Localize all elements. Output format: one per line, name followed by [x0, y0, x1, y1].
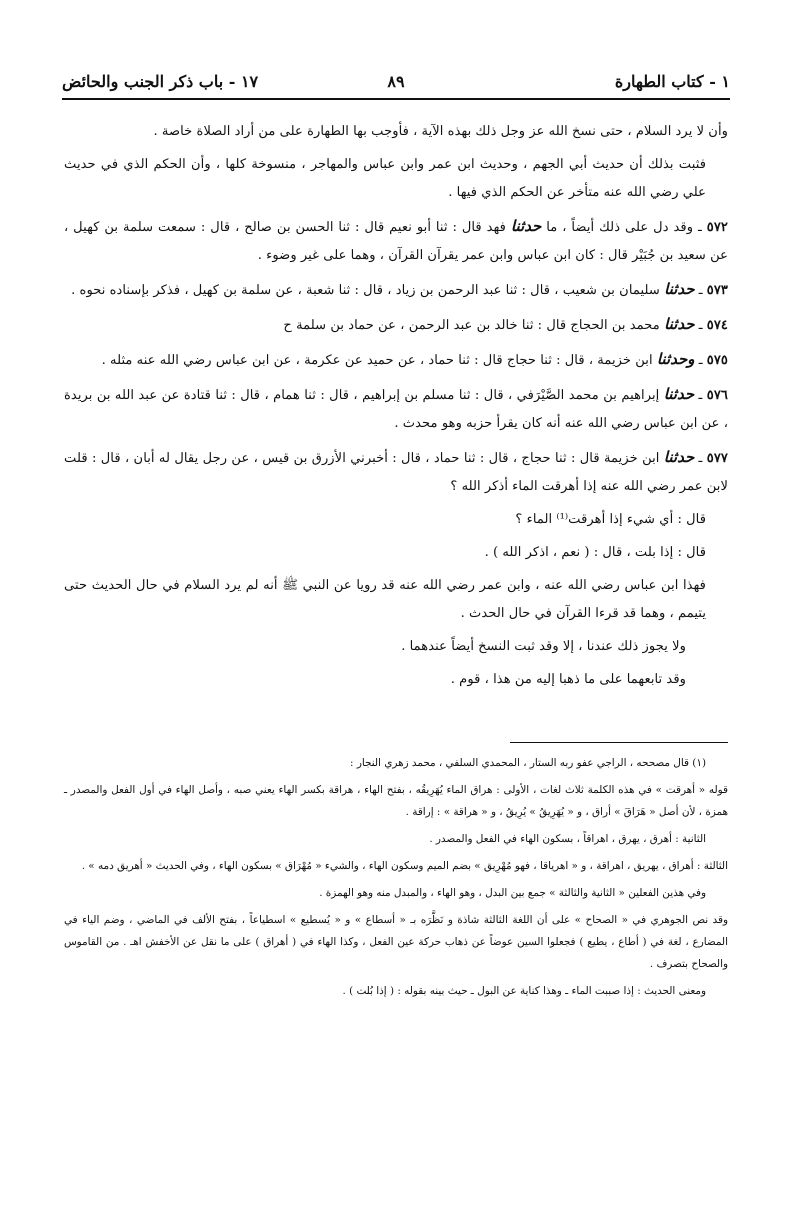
dialogue-line: قال : أي شيء إذا أهرقت⁽¹⁾ الماء ؟	[515, 512, 706, 527]
paragraph: وقد تابعهما على ما ذهبا إليه من هذا ، قوم .	[450, 672, 686, 687]
hadith-576: ٥٧٦ ـ حدثنا إبراهيم بن محمد الصَّيْرَفي ، قال : ثنا مسلم بن إبراهيم ، قال : ثنا همام ، قال : ثنا قتادة عن عبد الله بن بريدة ، عن ابن عباس رضي الله عنه أنه كان يقرأ حزبه وهو محدث .	[64, 385, 729, 431]
footnote: قوله « أهرقت » في هذه الكلمة ثلاث لغات ، الأولى : هراق الماء يُهَرِيقُه ، بفتح الهاء ، هراقة بكسر الهاء يعني صبه ، وأصل الهاء في أول الفعل والمصدر ـ همزة ، لأن أصل « هَرَاقَ » أراق ، و « يُهَرِيقُ » يُرِيقُ ، و « هراقة » : إراقة .	[64, 784, 728, 818]
running-header	[62, 64, 730, 98]
footnote: ومعنى الحديث : إذا صببت الماء ـ وهذا كناية عن البول ـ حيث بينه بقوله : ( إذا بُلت ) .	[342, 985, 706, 997]
hadith-text: إبراهيم بن محمد الصَّيْرَفي ، قال : ثنا مسلم بن إبراهيم ، قال : ثنا همام ، قال : ثنا قتادة عن عبد الله بن بريدة ، عن ابن عباس رضي الله عنه أنه كان يقرأ حزبه وهو محدث .	[64, 388, 728, 431]
hadith-text: ابن خزيمة ، قال : ثنا حجاج قال : ثنا حماد ، عن حميد عن عكرمة ، عن ابن عباس رضي الله عنه مثله .	[101, 353, 653, 368]
hadith-572: ٥٧٢ ـ وقد دل على ذلك أيضاً ، ما حدثنا فهد قال : ثنا أبو نعيم قال : ثنا الحسن بن صالح ، قال : سمعت سلمة بن كهيل ، عن سعيد بن جُبَيْر قال : كان ابن عباس وابن عمر يقرآن القرآن ، وهما على غير وضوء .	[64, 217, 729, 263]
hadith-keyword: حدثنا	[664, 315, 695, 333]
footnote: وفي هذين الفعلين « الثانية والثالثة » جمع بين البدل ، وهو الهاء ، والمبدل منه وهو الهمزة .	[319, 887, 706, 899]
hadith-keyword: حدثنا	[663, 448, 695, 466]
hadith-text: ابن خزيمة قال : ثنا حجاج ، قال : ثنا حماد ، قال : أخبرني الأزرق بن قيس ، عن رجل يقال له أبان ، قال : قلت لابن عمر رضي الله عنه إذا أهرقت الماء أذكر الله ؟	[64, 451, 728, 494]
hadith-keyword: وحدثنا	[656, 350, 695, 368]
dialogue-line: قال : إذا بلت ، قال : ( نعم ، اذكر الله ) .	[484, 545, 706, 560]
hadith-574: ٥٧٤ ـ حدثنا محمد بن الحجاج قال : ثنا خالد بن عبد الرحمن ، عن حماد بن سلمة ح	[283, 315, 728, 333]
paragraph: فهذا ابن عباس رضي الله عنه ، وابن عمر رضي الله عنه قد رويا عن النبي ﷺ أنه لم يرد السلام في حال الحديث حتى يتيمم ، وهما قد قرءا القرآن في حال الحدث .	[64, 578, 706, 621]
hadith-keyword: حدثنا	[510, 217, 542, 235]
hadith-number: ٥٧٣	[706, 283, 728, 298]
hadith-573: ٥٧٣ ـ حدثنا سليمان بن شعيب ، قال : ثنا عبد الرحمن بن زياد ، قال : ثنا شعبة ، عن سلمة بن كهيل ، فذكر بإسناده نحوه .	[71, 280, 728, 298]
paragraph: وأن لا يرد السلام ، حتى نسخ الله عز وجل ذلك بهذه الآية ، فأوجب بها الطهارة على من أراد الصلاة خاصة .	[153, 124, 728, 139]
hadith-text: فهد قال : ثنا أبو نعيم قال : ثنا الحسن بن صالح ، قال : سمعت سلمة بن كهيل ، عن سعيد بن جُبَيْر قال : كان ابن عباس وابن عمر يقرآن القرآن ، وهما على غير وضوء .	[64, 220, 728, 263]
hadith-575: ٥٧٥ ـ وحدثنا ابن خزيمة ، قال : ثنا حجاج قال : ثنا حماد ، عن حميد عن عكرمة ، عن ابن عباس رضي الله عنه مثله .	[101, 350, 728, 368]
hadith-number: ٥٧٧	[706, 451, 728, 466]
paragraph: ولا يجوز ذلك عندنا ، إلا وقد ثبت النسخ أيضاً عندهما .	[401, 639, 686, 654]
header-divider	[62, 98, 730, 100]
hadith-number: ٥٧٤	[706, 318, 728, 333]
footnote-divider	[510, 742, 728, 743]
hadith-keyword: حدثنا	[664, 280, 695, 298]
hadith-text: محمد بن الحجاج قال : ثنا خالد بن عبد الرحمن ، عن حماد بن سلمة ح	[283, 318, 660, 333]
hadith-number: ٥٧٢	[706, 220, 729, 235]
main-text	[64, 118, 728, 699]
hadith-number: ٥٧٥	[706, 353, 728, 368]
section-title: ١٧ - باب ذكر الجنب والحائض	[62, 72, 259, 91]
footnote: وقد نص الجوهري في « الصحاح » على أن اللغة الثالثة شاذة و نَظَّرَه بـ « أسطاع » و « يُسطيع » اسطياعاً ، بفتح الألف في الماضي ، وضم الياء في المضارع ، لغة في ( أطاع ، يطيع ) فجعلوا السين عوضاً عن ذهاب حركة عين الفعل ، وكذا الهاء في ( أهراق ) على ما نقل عن الأخفش اهـ . من القاموس والصحاح بتصرف .	[64, 914, 728, 970]
paragraph: فثبت بذلك أن حديث أبي الجهم ، وحديث ابن عمر وابن عباس والمهاجر ، منسوخة كلها ، وأن الحكم الذي في حديث علي رضي الله عنه متأخر عن الحكم الذي فيها .	[64, 157, 706, 200]
page-number: ٨٩	[387, 72, 405, 91]
footnotes	[64, 752, 728, 1007]
footnote: الثانية : أهرق ، يهرق ، اهراقاً ، بسكون الهاء في الفعل والمصدر .	[429, 833, 706, 845]
hadith-keyword: حدثنا	[663, 385, 695, 403]
footnote: الثالثة : أهراق ، يهريق ، اهراقة ، و « اهرياقا ، فهو مُهْرِيق » بضم الميم وسكون الهاء ، والشيء « مُهْرَاق » بسكون الهاء ، وفي الحديث « أهريق دمه » .	[81, 860, 728, 872]
chapter-title: ١ - كتاب الطهارة	[614, 72, 730, 91]
hadith-577: ٥٧٧ ـ حدثنا ابن خزيمة قال : ثنا حجاج ، قال : ثنا حماد ، قال : أخبرني الأزرق بن قيس ، عن رجل يقال له أبان ، قال : قلت لابن عمر رضي الله عنه إذا أهرقت الماء أذكر الله ؟	[64, 448, 728, 494]
hadith-text: سليمان بن شعيب ، قال : ثنا عبد الرحمن بن زياد ، قال : ثنا شعبة ، عن سلمة بن كهيل ، فذكر بإسناده نحوه .	[71, 283, 660, 298]
hadith-preface: وقد دل على ذلك أيضاً ، ما	[546, 220, 694, 235]
hadith-number: ٥٧٦	[706, 388, 729, 403]
footnote: (١) قال مصححه ، الراجي عفو ربه الستار ، المحمدي السلفي ، محمد زهري النجار :	[350, 757, 706, 769]
